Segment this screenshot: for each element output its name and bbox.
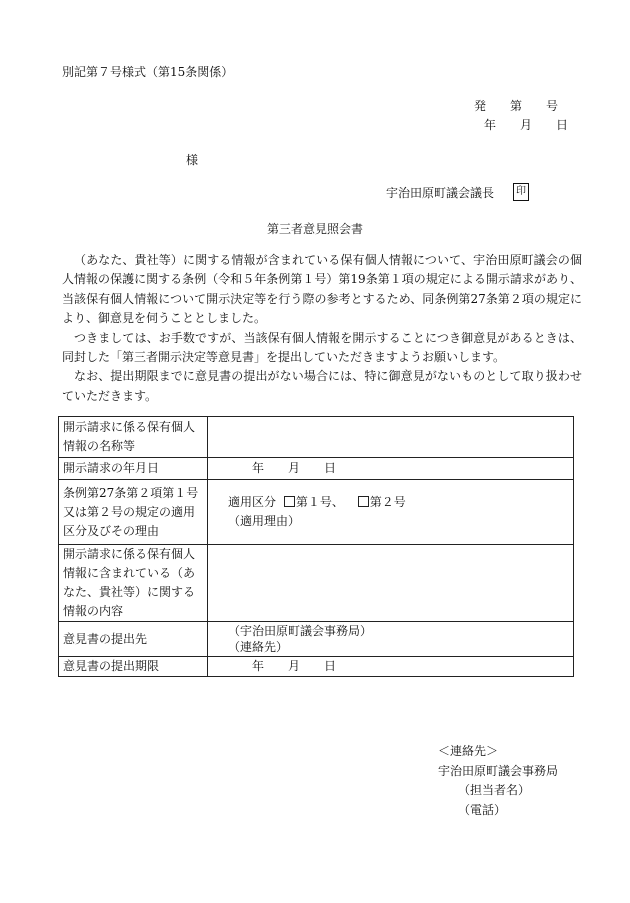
contact-heading: ＜連絡先＞ (438, 744, 499, 758)
submission-destination-cell (208, 622, 574, 657)
issue-date: 年 月 日 (484, 118, 569, 132)
category-label: 適用区分 (228, 495, 277, 509)
sender-name: 宇治田原町議会議長 (386, 186, 495, 200)
table-row (59, 417, 574, 458)
checkbox-option-2 (358, 496, 369, 507)
table-row (59, 545, 574, 622)
contact-person: （担当者名） (458, 783, 531, 797)
option-1-label: 第１号、 (295, 495, 344, 509)
third-party-info-value (208, 545, 574, 622)
submission-deadline-value: 年 月 日 (208, 657, 574, 677)
form-number: 別記第７号様式（第15条関係） (62, 65, 234, 79)
table-row (59, 622, 574, 657)
contact-block (438, 742, 558, 820)
option-2-label: 第２号 (369, 495, 406, 509)
third-party-info-label: 開示請求に係る保有個人情報に含まれている（あなた、貴社等）に関する情報の内容 (59, 545, 208, 622)
destination-office: （宇治田原町議会事務局） (228, 624, 373, 638)
contact-phone: （電話） (458, 802, 507, 817)
info-table (58, 416, 574, 677)
requested-info-name-label: 開示請求に係る保有個人情報の名称等 (59, 417, 208, 458)
contact-office: 宇治田原町議会事務局 (438, 763, 559, 778)
request-date-label: 開示請求の年月日 (59, 458, 208, 480)
applicable-category-cell (208, 480, 574, 545)
body-paragraph-2: つきましては、お手数ですが、当該保有個人情報を開示することにつき御意見があるときは、同封した「第三者開示決定等意見書」を提出していただきますようお願いします。 (62, 330, 582, 365)
body-text (62, 251, 582, 406)
requested-info-name-value (208, 417, 574, 458)
checkbox-option-1 (284, 496, 295, 507)
seal-mark: 印 (513, 183, 529, 201)
applicable-category-label: 条例第27条第２項第１号又は第２号の規定の適用区分及びその理由 (59, 480, 208, 545)
table-row (59, 657, 574, 677)
submission-deadline-label: 意見書の提出期限 (59, 657, 208, 677)
body-paragraph-1: （あなた、貴社等）に関する情報が含まれている保有個人情報について、宇治田原町議会の個人情報の保護に関する条例（令和５年条例第１号）第19条第１項の規定による開示請求があり、当該保有個人情報について開示決定等を行う際の参考とするため、同条例第27条第２項の規定により、御意見を伺うこととしました。 (62, 253, 582, 326)
table-row (59, 480, 574, 545)
body-paragraph-3: なお、提出期限までに意見書の提出がない場合には、特に御意見がないものとして取り扱わせていただきます。 (62, 369, 582, 403)
reason-label: （適用理由） (228, 514, 301, 528)
document-title: 第三者意見照会書 (266, 222, 363, 236)
issue-number: 発 第 号 (474, 99, 559, 113)
submission-destination-label: 意見書の提出先 (59, 622, 208, 657)
destination-contact: （連絡先） (228, 640, 289, 654)
table-row (59, 458, 574, 480)
addressee: 様 (186, 153, 199, 167)
request-date-value: 年 月 日 (208, 458, 574, 480)
